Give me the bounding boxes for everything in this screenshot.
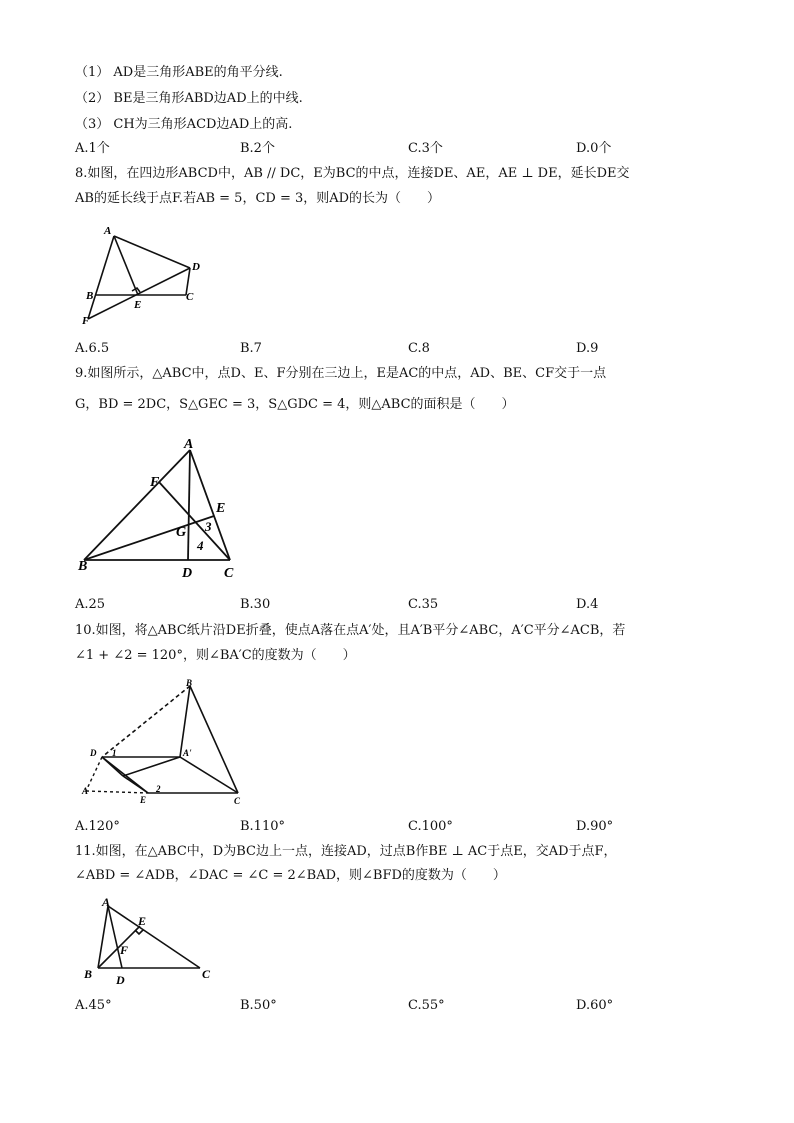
- q10-option-c: C.100°: [408, 819, 453, 834]
- q10-label-c: C: [234, 796, 241, 806]
- q10-option-d: D.90°: [576, 819, 614, 834]
- q11-option-b: B.50°: [240, 998, 277, 1013]
- q11-label-c: C: [202, 967, 211, 981]
- q10-option-b: B.110°: [240, 819, 285, 834]
- q8-label-b: B: [86, 290, 94, 302]
- q9-figure: [74, 436, 244, 586]
- q9-label-c: C: [224, 566, 234, 581]
- q7-statement-3: （3） CH为三角形ACD边AD上的高.: [75, 117, 293, 132]
- q9-stem-line-1: 9.如图所示，△ABC中，点D、E、F分别在三边上，E是AC的中点，AD、BE、CF交于一点: [75, 366, 607, 381]
- q9-label-d: D: [182, 566, 193, 581]
- q8-option-a: A.6.5: [75, 341, 110, 356]
- q8-option-b: B.7: [240, 341, 262, 356]
- q8-option-c: C.8: [408, 341, 430, 356]
- q8-label-f: F: [82, 315, 90, 327]
- q10-figure: [78, 676, 258, 816]
- q8-figure: [78, 222, 213, 332]
- q11-label-f: F: [120, 943, 129, 957]
- q10-label-a: A: [82, 786, 89, 796]
- q10-label-2: 2: [156, 784, 161, 794]
- q8-label-d: D: [192, 261, 200, 273]
- q9-label-a: A: [184, 437, 194, 452]
- q11-option-a: A.45°: [75, 998, 112, 1013]
- q10-stem-line-1: 10.如图，将△ABC纸片沿DE折叠，使点A落在点A′处，且A′B平分∠ABC，A′C平分∠ACB，若: [75, 623, 626, 638]
- q10-label-e: E: [140, 795, 147, 805]
- q11-stem-line-2: ∠ABD = ∠ADB，∠DAC = ∠C = 2∠BAD，则∠BFD的度数为（ ）: [75, 868, 506, 883]
- q10-label-1: 1: [112, 748, 117, 758]
- q9-label-f: F: [150, 475, 160, 490]
- q9-label-area-3: 3: [205, 519, 212, 534]
- q9-option-a: A.25: [75, 597, 106, 612]
- q8-stem-line-2: AB的延长线于点F.若AB = 5，CD = 3，则AD的长为（ ）: [75, 191, 441, 206]
- q8-label-e: E: [134, 299, 142, 311]
- q9-stem-line-2: G，BD = 2DC，S△GEC = 3，S△GDC = 4，则△ABC的面积是（ ）: [75, 397, 515, 412]
- q10-stem-line-2: ∠1 + ∠2 = 120°，则∠BA′C的度数为（ ）: [75, 648, 356, 663]
- q8-option-d: D.9: [576, 341, 599, 356]
- q9-option-d: D.4: [576, 597, 599, 612]
- q8-stem-line-1: 8.如图，在四边形ABCD中，AB // DC，E为BC的中点，连接DE、AE，AE ⊥ DE，延长DE交: [75, 166, 630, 181]
- q11-figure: [78, 892, 223, 987]
- q11-label-a: A: [102, 895, 111, 909]
- q7-option-b: B.2个: [240, 141, 275, 156]
- q11-option-d: D.60°: [576, 998, 614, 1013]
- q11-label-d: D: [116, 973, 125, 987]
- q11-label-e: E: [138, 914, 147, 928]
- q8-label-c: C: [186, 291, 194, 303]
- q7-statement-2: （2） BE是三角形ABD边AD上的中线.: [75, 91, 303, 106]
- q9-option-b: B.30: [240, 597, 271, 612]
- q10-label-a-prime: A': [183, 748, 192, 758]
- q9-label-e: E: [216, 501, 226, 516]
- q7-option-a: A.1个: [75, 141, 110, 156]
- q10-label-b: B: [186, 678, 193, 688]
- q9-label-area-4: 4: [197, 538, 204, 553]
- q11-label-b: B: [84, 967, 93, 981]
- q9-label-g: G: [176, 525, 187, 540]
- q8-label-a: A: [104, 225, 112, 237]
- q9-option-c: C.35: [408, 597, 439, 612]
- q7-statement-1: （1） AD是三角形ABE的角平分线.: [75, 65, 283, 80]
- q11-option-c: C.55°: [408, 998, 445, 1013]
- q10-option-a: A.120°: [75, 819, 120, 834]
- q7-option-d: D.0个: [576, 141, 612, 156]
- q7-option-c: C.3个: [408, 141, 443, 156]
- q9-label-b: B: [78, 559, 88, 574]
- q11-stem-line-1: 11.如图，在△ABC中，D为BC边上一点，连接AD，过点B作BE ⊥ AC于点E，交AD于点F，: [75, 844, 617, 859]
- q10-label-d: D: [90, 748, 97, 758]
